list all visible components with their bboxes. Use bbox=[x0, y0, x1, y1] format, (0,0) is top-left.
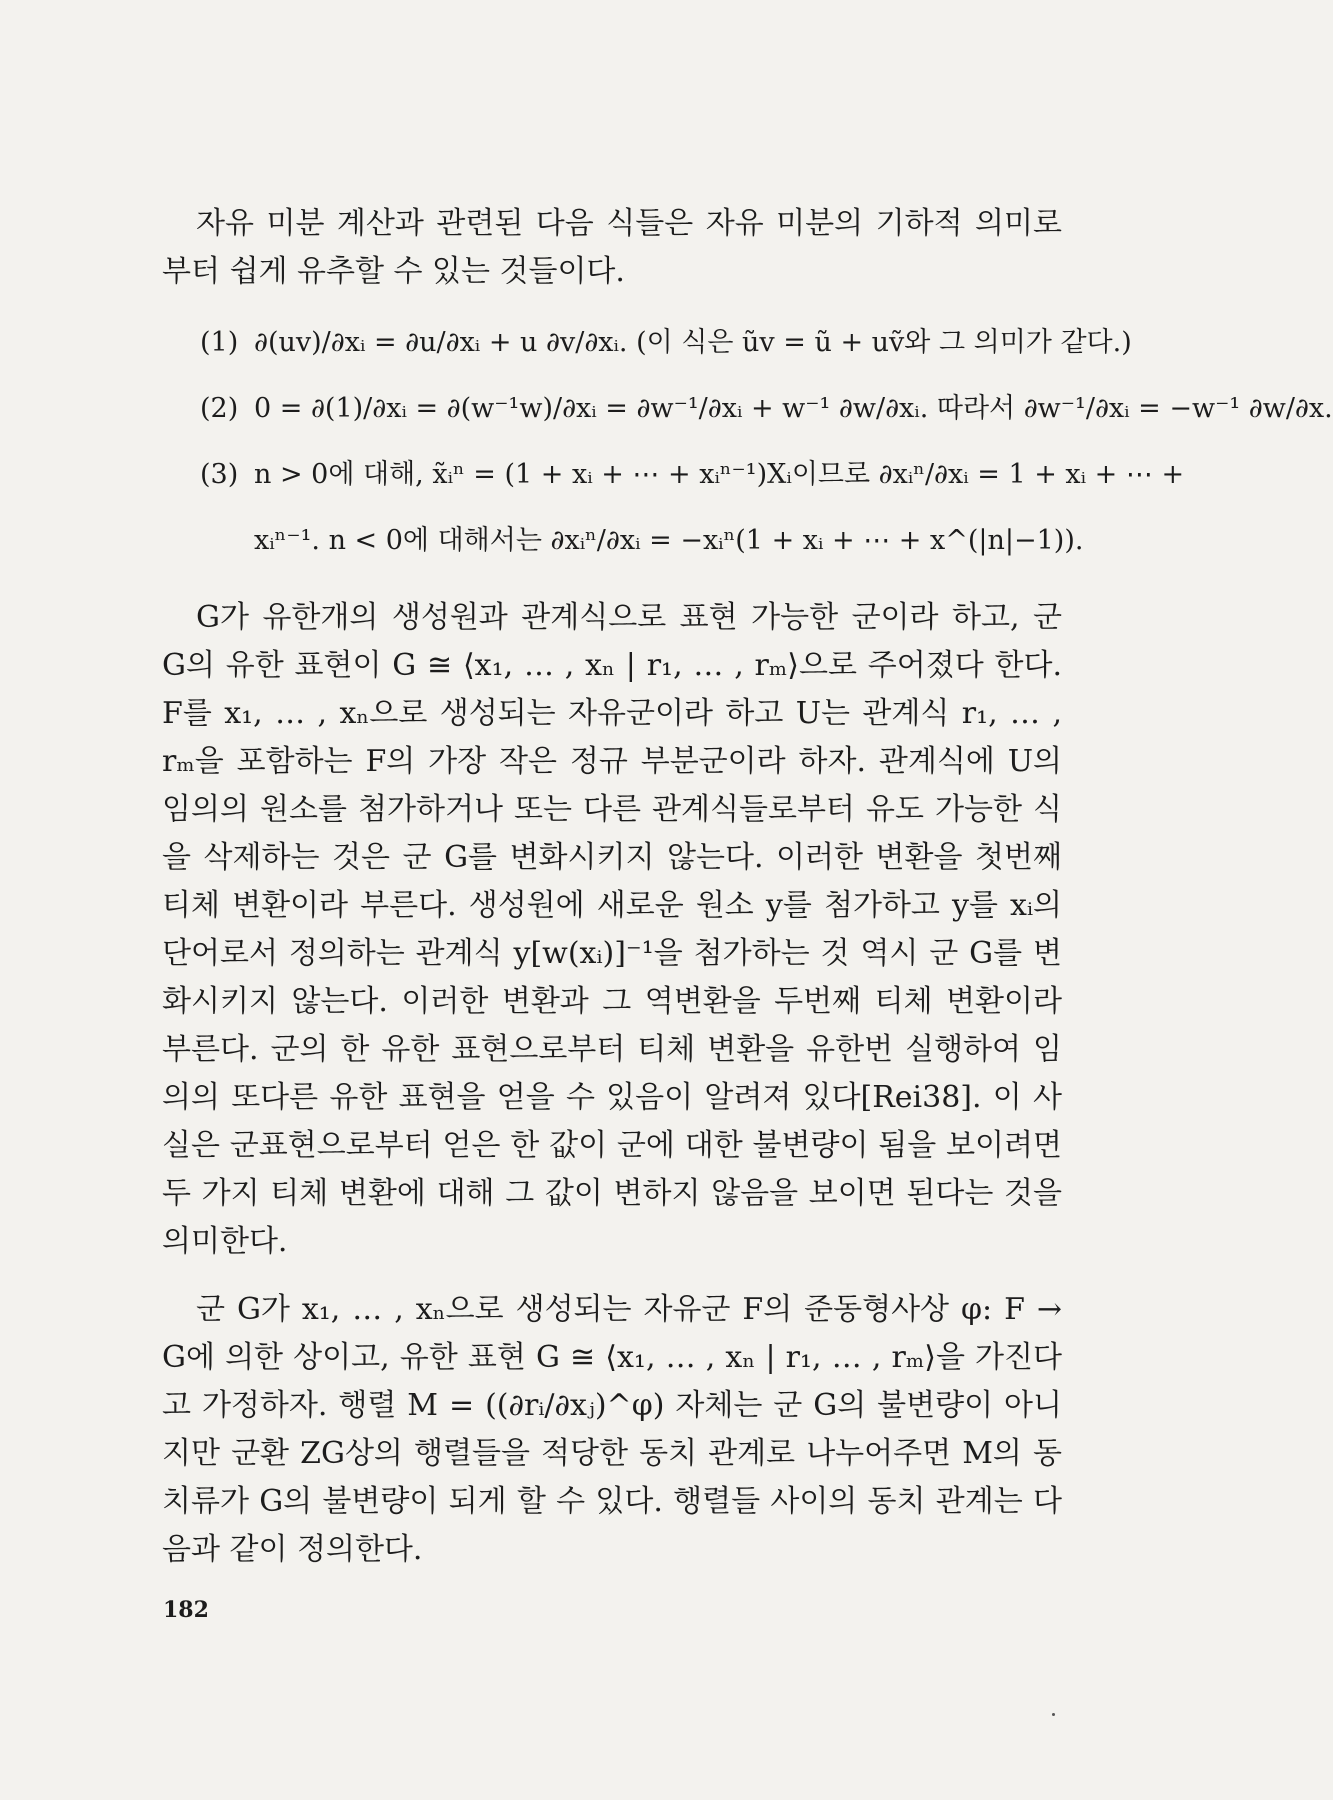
scan-speck bbox=[1052, 1713, 1055, 1716]
intro-paragraph: 자유 미분 계산과 관련된 다음 식들은 자유 미분의 기하적 의미로부터 쉽게 유추할 수 있는 것들이다. bbox=[162, 206, 1062, 289]
equation-text: xᵢⁿ⁻¹. n < 0에 대해서는 ∂xᵢⁿ/∂xᵢ = −xᵢⁿ(1 + xᵢ + ⋯ + x^(|n|−1)). bbox=[254, 525, 1084, 556]
page-number: 182 bbox=[163, 1597, 209, 1623]
text-block bbox=[162, 200, 1333, 1574]
paragraph-tietze: G가 유한개의 생성원과 관계식으로 표현 가능한 군이라 하고, 군 G의 유한 표현이 G ≅ ⟨x₁, … , xₙ | r₁, … , rₘ⟩으로 주어졌다 한다. F를 x₁, … , xₙ으로 생성되는 자유군이라 하고 U는 관계식 r₁, … , rₘ을 포함하는 F의 가장 작은 정규 부분군이라 하자. 관계식에 U의 임의의 원소를 첨가하거나 또는 다른 관계식들로부터 유도 가능한 식을 삭제하는 것은 군 G를 변화시키지 않는다. 이러한 변환을 첫번째 티체 변환이라 부른다. 생성원에 새로운 원소 y를 첨가하고 y를 xᵢ의 단어로서 정의하는 관계식 y[w(xᵢ)]⁻¹을 첨가하는 것 역시 군 G를 변화시키지 않는다. 이러한 변환과 그 역변환을 두번째 티체 변환이라 부른다. 군의 한 유한 표현으로부터 티체 변환을 유한번 실행하여 임의의 또다른 유한 표현을 얻을 수 있음이 알려져 있다[Rei38]. 이 사실은 군표현으로부터 얻은 한 값이 군에 대한 불변량이 됨을 보이려면 두 가지 티체 변환에 대해 그 값이 변하지 않음을 보이면 된다는 것을 의미한다. bbox=[162, 600, 1062, 1259]
equation-2 bbox=[200, 376, 1333, 442]
equation-label: (1) bbox=[200, 327, 239, 358]
equation-label: (2) bbox=[200, 393, 239, 424]
paragraph-matrix: 군 G가 x₁, … , xₙ으로 생성되는 자유군 F의 준동형사상 φ: F → G에 의한 상이고, 유한 표현 G ≅ ⟨x₁, … , xₙ | r₁, … , rₘ⟩을 가진다고 가정하자. 행렬 M = ((∂rᵢ/∂xⱼ)^φ) 자체는 군 G의 불변량이 아니지만 군환 ZG상의 행렬들을 적당한 동치 관계로 나누어주면 M의 동치류가 G의 불변량이 되게 할 수 있다. 행렬들 사이의 동치 관계는 다음과 같이 정의한다. bbox=[162, 1292, 1062, 1567]
equation-text: n > 0에 대해, x̃ᵢⁿ = (1 + xᵢ + ⋯ + xᵢⁿ⁻¹)Xᵢ이므로 ∂xᵢⁿ/∂xᵢ = 1 + xᵢ + ⋯ + bbox=[254, 459, 1185, 490]
equation-1 bbox=[200, 310, 1132, 376]
equation-list bbox=[200, 310, 1333, 574]
equation-text: 0 = ∂(1)/∂xᵢ = ∂(w⁻¹w)/∂xᵢ = ∂w⁻¹/∂xᵢ + w⁻¹ ∂w/∂xᵢ. 따라서 ∂w⁻¹/∂xᵢ = −w⁻¹ ∂w/∂x. bbox=[254, 393, 1333, 424]
equation-text: ∂(uv)/∂xᵢ = ∂u/∂xᵢ + u ∂v/∂xᵢ. (이 식은 ũv = ũ + uṽ와 그 의미가 같다.) bbox=[254, 327, 1132, 358]
equation-3 bbox=[200, 442, 1185, 508]
equation-3-continued bbox=[200, 508, 1084, 574]
equation-label: (3) bbox=[200, 459, 239, 490]
